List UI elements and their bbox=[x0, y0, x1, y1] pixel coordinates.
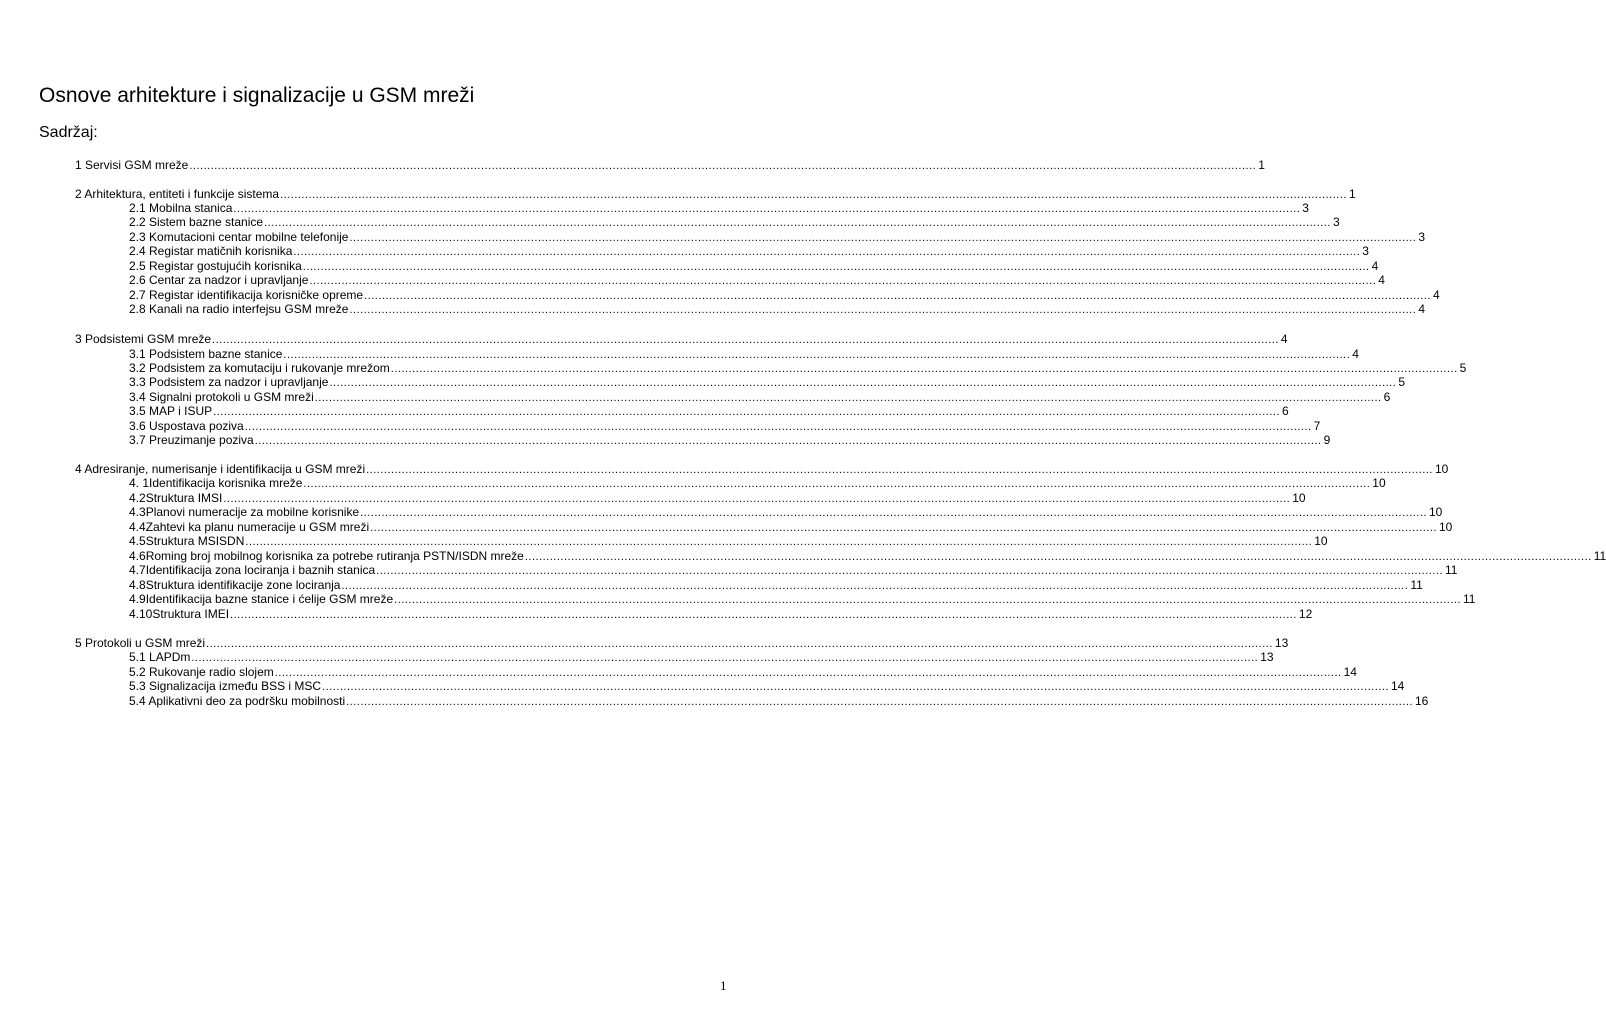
toc-entry-page: 5 bbox=[1398, 375, 1405, 389]
toc-entry-text: 3.5 MAP i ISUP bbox=[129, 404, 213, 418]
toc-entry-page: 1 bbox=[1258, 158, 1265, 172]
toc-entry-text: 3 Podsistemi GSM mreže bbox=[75, 332, 212, 346]
page-title: Osnove arhitekture i signalizacije u GSM mreži bbox=[39, 84, 475, 107]
toc-entry[interactable] bbox=[129, 244, 1369, 258]
toc-entry-page: 10 bbox=[1438, 520, 1453, 534]
toc-entry-page: 3 bbox=[1302, 201, 1309, 215]
toc-entry-text: Roming broj mobilnog korisnika za potrebe rutiranja PSTN/ISDN mreže bbox=[145, 549, 524, 563]
toc-entry-number: 4.6 bbox=[129, 549, 146, 563]
toc-entry-text: Identifikacija bazne stanice i ćelije GSM mreže bbox=[145, 592, 394, 606]
toc-entry-text: Zahtevi ka planu numeracije u GSM mreži bbox=[145, 520, 370, 534]
toc-leader: ............................................................................................................................................................................................................................................................................................................ bbox=[280, 189, 1347, 201]
toc-entry-text: 4 Adresiranje, numerisanje i identifikacija u GSM mreži bbox=[75, 462, 366, 476]
toc-entry-text: Struktura IMSI bbox=[145, 491, 223, 505]
toc-entry-text: 5.3 Signalizacija između BSS i MSC bbox=[129, 679, 322, 693]
toc-entry-page: 4 bbox=[1371, 259, 1379, 273]
toc-entry-page: 11 bbox=[1463, 592, 1476, 606]
toc-entry-number: 4. 1 bbox=[129, 476, 150, 490]
toc-entry-text: Struktura identifikacije zone lociranja bbox=[145, 578, 341, 592]
toc-entry-number: 4.5 bbox=[129, 534, 146, 548]
toc-entry-text: 3.2 Podsistem za komutaciju i rukovanje mrežom bbox=[129, 361, 390, 375]
toc-entry[interactable] bbox=[129, 390, 1391, 404]
toc-entry-text: Struktura MSISDN bbox=[145, 534, 245, 548]
toc-entry-page: 4 bbox=[1432, 288, 1440, 302]
toc-leader: ............................................................................................................................................................................................................................................................................................................ bbox=[360, 507, 1427, 519]
toc-entry-page: 6 bbox=[1282, 404, 1289, 418]
toc-leader: ............................................................................................................................................................................................................................................................................................................ bbox=[394, 594, 1461, 606]
toc-entry-number: 4.9 bbox=[129, 592, 146, 606]
toc-entry[interactable] bbox=[75, 158, 1265, 172]
toc-entry[interactable] bbox=[129, 215, 1340, 229]
toc-leader: ............................................................................................................................................................................................................................................................................................................ bbox=[223, 493, 1291, 505]
toc-entry-text: Struktura IMEI bbox=[152, 607, 230, 621]
toc-entry-number: 4.8 bbox=[129, 578, 146, 592]
toc-entry-text: 2.4 Registar matičnih korisnika bbox=[129, 244, 293, 258]
toc-leader: ............................................................................................................................................................................................................................................................................................................ bbox=[303, 478, 1371, 490]
toc-leader: ............................................................................................................................................................................................................................................................................................................ bbox=[233, 203, 1301, 215]
toc-leader: ............................................................................................................................................................................................................................................................................................................ bbox=[274, 667, 1342, 679]
toc-entry[interactable] bbox=[129, 476, 1386, 490]
toc-entry-text: Identifikacija zona lociranja i baznih stanica bbox=[145, 563, 376, 577]
toc-entry-page: 9 bbox=[1323, 433, 1331, 447]
toc-entry-page: 6 bbox=[1383, 390, 1391, 404]
toc-entry[interactable] bbox=[75, 462, 1449, 476]
toc-entry[interactable] bbox=[129, 607, 1313, 621]
toc-leader: ............................................................................................................................................................................................................................................................................................................ bbox=[293, 246, 1361, 258]
toc-entry-number: 4.3 bbox=[129, 505, 146, 519]
toc-entry[interactable] bbox=[75, 636, 1289, 650]
toc-entry[interactable] bbox=[129, 520, 1453, 534]
toc-entry-page: 13 bbox=[1274, 636, 1289, 650]
toc-entry-page: 4 bbox=[1280, 332, 1288, 346]
toc-entry-text: 3.6 Uspostava poziva bbox=[129, 419, 244, 433]
toc-entry-text: 2.1 Mobilna stanica bbox=[129, 201, 233, 215]
toc-entry[interactable] bbox=[129, 433, 1331, 447]
toc-entry[interactable] bbox=[129, 259, 1379, 273]
toc-entry[interactable] bbox=[129, 650, 1274, 664]
toc-leader: ............................................................................................................................................................................................................................................................................................................ bbox=[376, 565, 1444, 577]
toc-leader: ............................................................................................................................................................................................................................................................................................................ bbox=[329, 377, 1397, 389]
toc-entry[interactable] bbox=[129, 563, 1458, 577]
toc-leader: ............................................................................................................................................................................................................................................................................................................ bbox=[244, 421, 1312, 433]
toc-entry-page: 11 bbox=[1593, 549, 1606, 563]
toc-entry-text: 5 Protokoli u GSM mreži bbox=[75, 636, 206, 650]
toc-entry-text: Planovi numeracije za mobilne korisnike bbox=[145, 505, 360, 519]
toc-entry[interactable] bbox=[129, 361, 1467, 375]
toc-entry-page: 10 bbox=[1428, 505, 1443, 519]
toc-entry[interactable] bbox=[129, 347, 1359, 361]
toc-entry-page: 4 bbox=[1378, 273, 1385, 287]
toc-entry[interactable] bbox=[129, 201, 1309, 215]
toc-leader: ............................................................................................................................................................................................................................................................................................................ bbox=[264, 217, 1331, 229]
toc-entry-page: 14 bbox=[1343, 665, 1357, 679]
toc-entry[interactable] bbox=[129, 288, 1440, 302]
toc-entry-page: 1 bbox=[1348, 187, 1356, 201]
toc-entry-text: 3.1 Podsistem bazne stanice bbox=[129, 347, 283, 361]
toc-entry-page: 10 bbox=[1292, 491, 1306, 505]
toc-entry[interactable] bbox=[129, 505, 1443, 519]
toc-leader: ............................................................................................................................................................................................................................................................................................................ bbox=[245, 536, 1313, 548]
toc-leader: ............................................................................................................................................................................................................................................................................................................ bbox=[206, 638, 1273, 650]
toc-entry-page: 10 bbox=[1372, 476, 1386, 490]
toc-entry[interactable] bbox=[129, 419, 1321, 433]
toc-entry-number: 4.2 bbox=[129, 491, 146, 505]
toc-leader: ............................................................................................................................................................................................................................................................................................................ bbox=[254, 435, 1322, 447]
toc-entry-page: 14 bbox=[1390, 679, 1405, 693]
toc-leader: ............................................................................................................................................................................................................................................................................................................ bbox=[191, 652, 1259, 664]
toc-entry-page: 3 bbox=[1418, 230, 1426, 244]
toc-entry-page: 16 bbox=[1414, 694, 1429, 708]
toc-leader: ............................................................................................................................................................................................................................................................................................................ bbox=[524, 551, 1592, 563]
toc-entry[interactable] bbox=[129, 694, 1429, 708]
toc-entry-page: 13 bbox=[1260, 650, 1274, 664]
toc-leader: ............................................................................................................................................................................................................................................................................................................ bbox=[314, 392, 1382, 404]
toc-entry[interactable] bbox=[129, 534, 1328, 548]
toc-entry-text: 3.3 Podsistem za nadzor i upravljanje bbox=[129, 375, 329, 389]
toc-entry[interactable] bbox=[129, 273, 1385, 287]
toc-leader: ............................................................................................................................................................................................................................................................................................................ bbox=[390, 363, 1458, 375]
toc-entry-text: 2 Arhitektura, entiteti i funkcije sistema bbox=[75, 187, 280, 201]
toc-entry-text: 2.5 Registar gostujućih korisnika bbox=[129, 259, 302, 273]
toc-entry-text: 2.6 Centar za nadzor i upravljanje bbox=[129, 273, 309, 287]
toc-entry-text: Identifikacija korisnika mreže bbox=[149, 476, 303, 490]
toc-entry[interactable] bbox=[129, 592, 1476, 606]
toc-entry-text: 3.7 Preuzimanje poziva bbox=[129, 433, 254, 447]
toc-leader: ............................................................................................................................................................................................................................................................................................................ bbox=[213, 406, 1281, 418]
toc-leader: ............................................................................................................................................................................................................................................................................................................ bbox=[230, 609, 1297, 621]
toc-entry-page: 11 bbox=[1410, 578, 1423, 592]
toc-leader: ............................................................................................................................................................................................................................................................................................................ bbox=[322, 681, 1389, 693]
toc-entry-page: 4 bbox=[1352, 347, 1359, 361]
toc-entry-text: 2.3 Komutacioni centar mobilne telefonije bbox=[129, 230, 349, 244]
toc-entry[interactable] bbox=[129, 302, 1425, 316]
toc-entry[interactable] bbox=[129, 375, 1405, 389]
toc-leader: ............................................................................................................................................................................................................................................................................................................ bbox=[349, 304, 1417, 316]
toc-entry-page: 10 bbox=[1434, 462, 1449, 476]
toc-entry-text: 2.7 Registar identifikacija korisničke opreme bbox=[129, 288, 364, 302]
toc-entry-number: 4.10 bbox=[129, 607, 153, 621]
toc-entry-text: 5.2 Rukovanje radio slojem bbox=[129, 665, 274, 679]
toc-leader: ............................................................................................................................................................................................................................................................................................................ bbox=[309, 275, 1377, 287]
toc-leader: ............................................................................................................................................................................................................................................................................................................ bbox=[189, 160, 1257, 172]
toc-entry[interactable] bbox=[75, 332, 1288, 346]
toc-leader: ............................................................................................................................................................................................................................................................................................................ bbox=[212, 334, 1279, 346]
toc-leader: ............................................................................................................................................................................................................................................................................................................ bbox=[370, 522, 1437, 534]
toc-entry[interactable] bbox=[129, 549, 1606, 563]
toc-entry-page: 5 bbox=[1459, 361, 1467, 375]
toc-entry[interactable] bbox=[129, 230, 1426, 244]
toc-entry-page: 3 bbox=[1362, 244, 1369, 258]
toc-entry[interactable] bbox=[129, 578, 1423, 592]
toc-entry[interactable] bbox=[129, 404, 1289, 418]
toc-leader: ............................................................................................................................................................................................................................................................................................................ bbox=[364, 290, 1431, 302]
toc-leader: ............................................................................................................................................................................................................................................................................................................ bbox=[341, 580, 1409, 592]
toc-entry-text: 3.4 Signalni protokoli u GSM mreži bbox=[129, 390, 314, 404]
toc-entry-text: 5.1 LAPDm bbox=[129, 650, 191, 664]
footer-page-number: 1 bbox=[720, 978, 727, 993]
toc-leader: ............................................................................................................................................................................................................................................................................................................ bbox=[366, 464, 1433, 476]
toc-entry-page: 12 bbox=[1298, 607, 1313, 621]
toc-leader: ............................................................................................................................................................................................................................................................................................................ bbox=[302, 261, 1370, 273]
toc-entry-text: 2.2 Sistem bazne stanice bbox=[129, 215, 264, 229]
toc-entry-number: 4.4 bbox=[129, 520, 146, 534]
toc-entry-text: 2.8 Kanali na radio interfejsu GSM mreže bbox=[129, 302, 349, 316]
toc-entry[interactable] bbox=[129, 491, 1306, 505]
toc-entry-page: 3 bbox=[1332, 215, 1340, 229]
toc-entry-page: 7 bbox=[1313, 419, 1321, 433]
toc-leader: ............................................................................................................................................................................................................................................................................................................ bbox=[283, 349, 1351, 361]
toc-leader: ............................................................................................................................................................................................................................................................................................................ bbox=[346, 696, 1413, 708]
toc-entry-text: 1 Servisi GSM mreže bbox=[75, 158, 189, 172]
toc-entry-page: 10 bbox=[1314, 534, 1328, 548]
toc-entry[interactable] bbox=[129, 665, 1357, 679]
toc-entry[interactable] bbox=[129, 679, 1405, 693]
toc-entry-page: 4 bbox=[1418, 302, 1425, 316]
toc-leader: ............................................................................................................................................................................................................................................................................................................ bbox=[349, 232, 1417, 244]
toc-entry-number: 4.7 bbox=[129, 563, 146, 577]
toc-entry[interactable] bbox=[75, 187, 1356, 201]
toc-entry-text: 5.4 Aplikativni deo za podršku mobilnosti bbox=[129, 694, 346, 708]
toc-entry-page: 11 bbox=[1445, 563, 1458, 577]
toc-heading: Sadržaj: bbox=[39, 124, 98, 141]
